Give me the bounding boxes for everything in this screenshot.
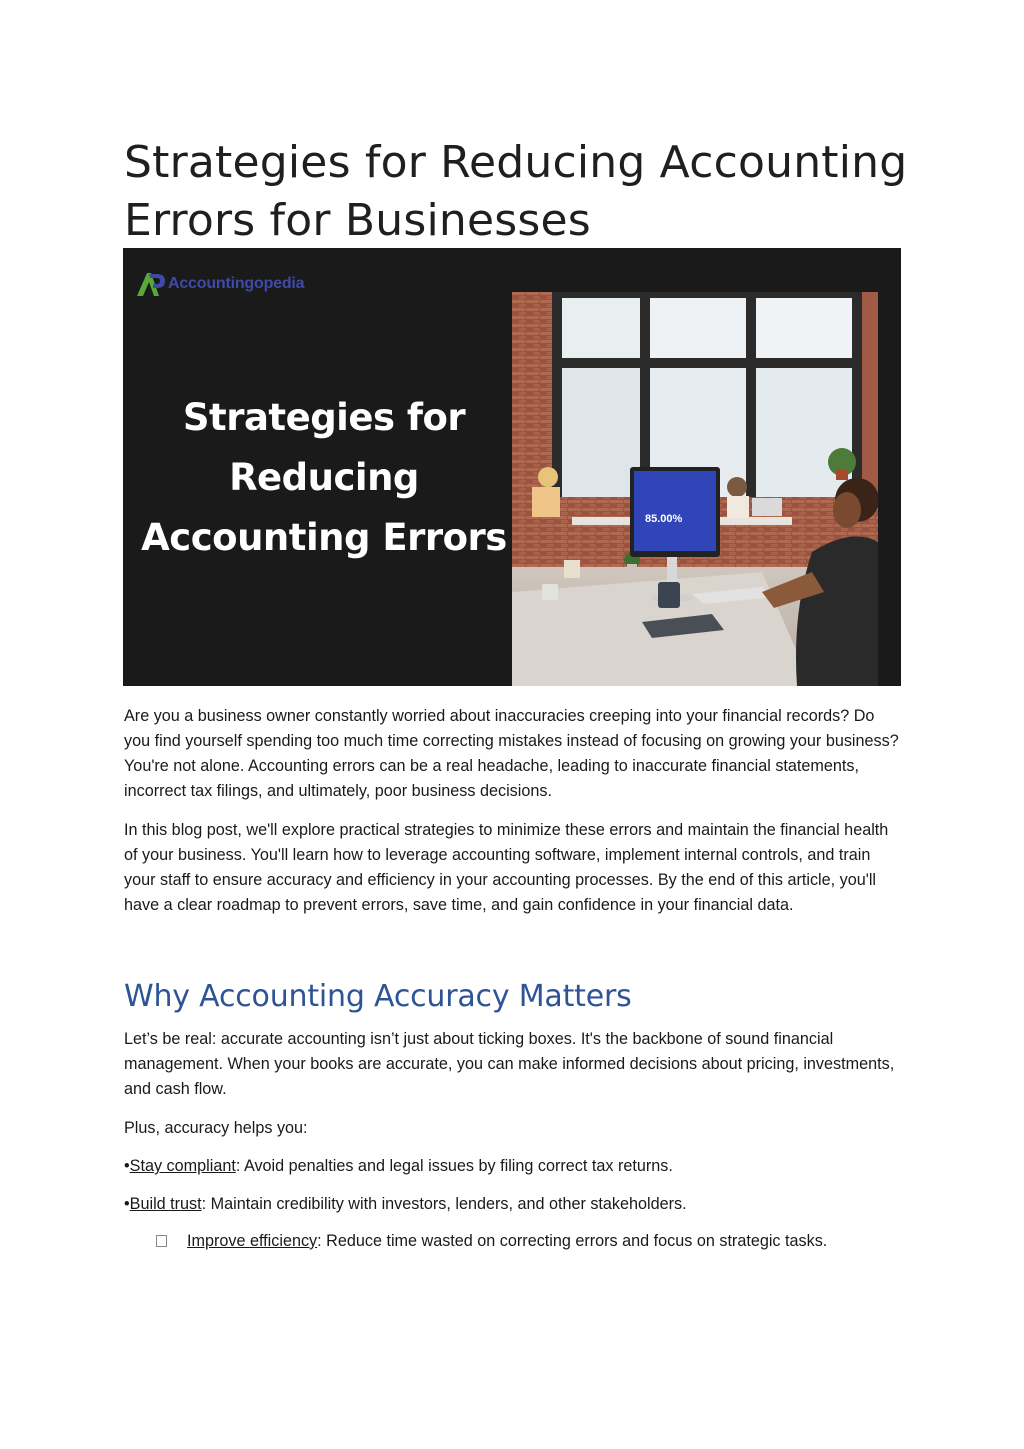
intro-paragraph-2: In this blog post, we'll explore practical strategies to minimize these errors and maintain the financial health of your business. You'll learn how to leverage accounting software, implement internal controls, and train your staff to ensure accuracy and efficiency in your accounting processes. By the end of this article, you'll have a clear roadmap to prevent errors, save time, and gain confidence in your financial data. [124, 821, 889, 914]
bullet-marker: • [124, 1195, 130, 1213]
bullet-text: : Maintain credibility with investors, lenders, and other stakeholders. [201, 1195, 687, 1213]
monitor-value: 85.00% [645, 513, 683, 525]
section-heading: Why Accounting Accuracy Matters [124, 979, 632, 1014]
bullet-term: Build trust [129, 1195, 202, 1213]
office-photo [512, 292, 878, 686]
bullet-term: Stay compliant [129, 1157, 236, 1175]
page-title [124, 134, 914, 250]
hero-headline-line-3: Accounting Errors [141, 516, 507, 559]
list-item [124, 1154, 673, 1179]
hero-headline [135, 388, 513, 568]
logo-text: Accountingopedia [168, 275, 305, 292]
hero-image [123, 248, 901, 686]
bullet-term: Improve efficiency [187, 1232, 318, 1250]
list-item [124, 1192, 687, 1217]
section-paragraph-2: Plus, accuracy helps you: [124, 1119, 308, 1137]
title-line-1: Strategies for Reducing Accounting [124, 137, 908, 188]
logo-mark-icon [135, 270, 167, 298]
brand-logo [135, 270, 304, 298]
bullet-text: : Reduce time wasted on correcting errors and focus on strategic tasks. [317, 1232, 828, 1250]
empty-box-icon [156, 1235, 167, 1247]
bullet-text: : Avoid penalties and legal issues by filing correct tax returns. [235, 1157, 673, 1175]
hero-headline-line-2: Reducing [229, 456, 419, 499]
section-paragraph-1: Let’s be real: accurate accounting isn’t just about ticking boxes. It's the backbone of sound financial management. When your books are accurate, you can make informed decisions about pricing, investments, and cash flow. [124, 1030, 895, 1098]
title-line-2: Errors for Businesses [124, 195, 591, 246]
hero-headline-line-1: Strategies for [182, 396, 466, 439]
bullet-marker: • [124, 1157, 130, 1175]
intro-paragraph-1: Are you a business owner constantly worried about inaccuracies creeping into your financial records? Do you find yourself spending too much time correcting mistakes instead of focusing on growing your business? You're not alone. Accounting errors can be a real headache, leading to inaccurate financial statements, incorrect tax filings, and ultimately, poor business decisions. [124, 707, 899, 800]
list-item [156, 1229, 827, 1254]
